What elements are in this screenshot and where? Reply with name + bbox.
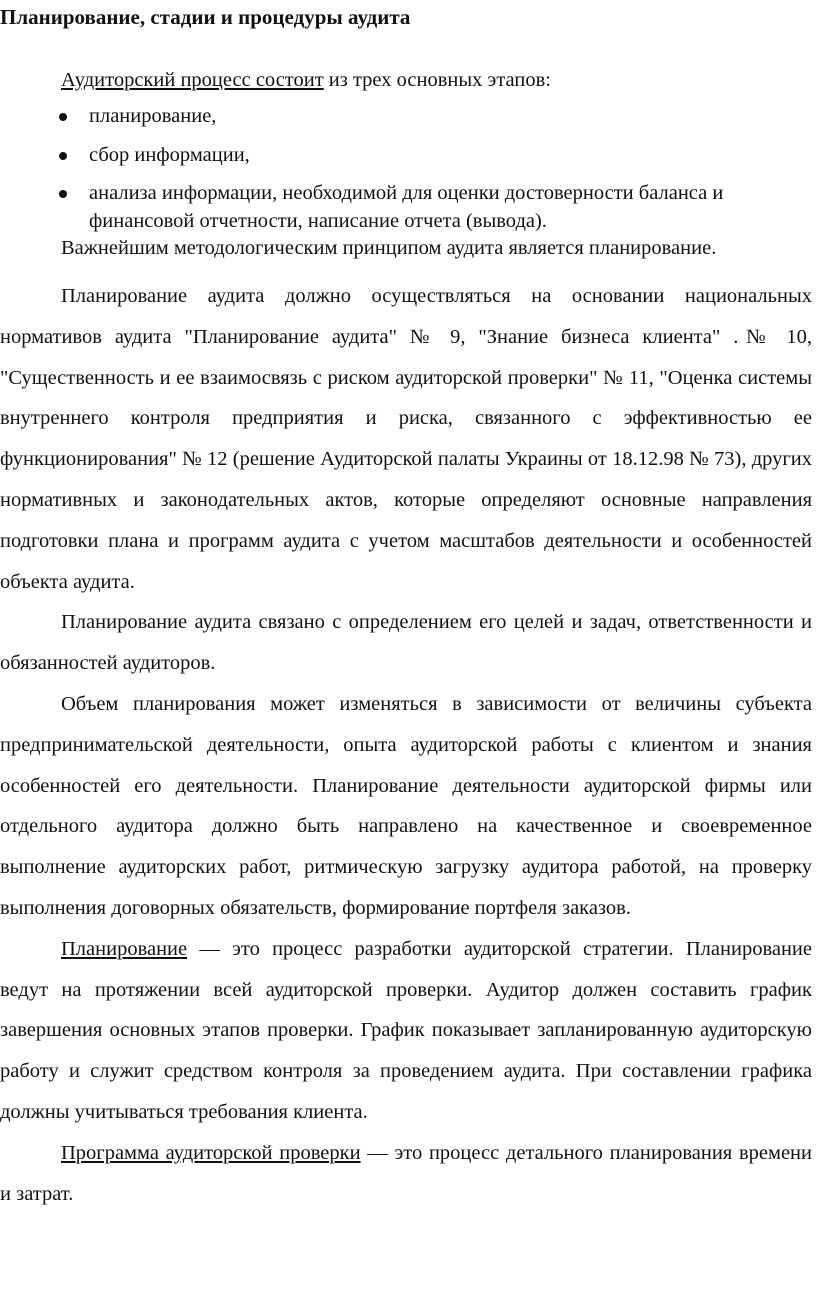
paragraph-text: — это процесс разработки аудиторской стратегии. Планирование ведут на протяжении всей аудиторской проверки. Аудитор должен составить график завершения основных этапов проверки. График показывает запланированную аудиторскую работу и служит средством контроля за проведением аудита. При составлении графика должны учитываться требования клиента. [0,937,812,1123]
list-item [0,102,816,130]
bullet-icon [59,190,67,198]
term-audit-program: Программа аудиторской проверки [61,1141,361,1164]
bullet-icon [59,152,67,160]
document-body [0,276,812,1214]
bullet-icon [59,113,67,121]
paragraph: Планирование аудита должно осуществляться на основании национальных нормативов аудита "Планирование аудита" № 9, "Знание бизнеса клиента" .№ 10, "Существенность и ее взаимосвязь с риском аудиторской проверки" № 11, "Оценка системы внутреннего контроля предприятия и риска, связанного с эффективностью ее функционирования" № 12 (решение Аудиторской палаты Украины от 18.12.98 № 73), других нормативных и законодательных актов, которые определяют основные направления подготовки плана и программ аудита с учетом масштабов деятельности и особенностей объекта аудита. [0,285,812,593]
paragraph: Объем планирования может изменяться в зависимости от величины субъекта предпринимательской деятельности, опыта аудиторской работы с клиентом и знания особенностей его деятельности. Планирование деятельности аудиторской фирмы или отдельного аудитора должно быть направлено на качественное и своевременное выполнение аудиторских работ, ритмическую загрузку аудитора работой, на проверку выполнения договорных обязательств, формирование портфеля заказов. [0,692,812,919]
list-item-text: сбор информации, [89,144,250,166]
paragraph: Планирование аудита связано с определением его целей и задач, ответственности и обязанностей аудиторов. [0,611,812,675]
intro-sentence [61,66,551,94]
intro-underlined-phrase: Аудиторский процесс состоит [61,69,324,91]
intro-rest: из трех основных этапов: [323,69,551,91]
principle-sentence: Важнейшим методологическим принципом аудита является планирование. [61,237,717,259]
list-item [0,179,816,235]
list-item-text: планирование, [89,105,217,127]
document-title: Планирование, стадии и процедуры аудита [0,5,411,29]
paragraph-text: — это процесс детального планирования времени и затрат. [0,1141,812,1205]
list-item [0,141,816,169]
term-planning: Планирование [61,937,188,960]
paragraph [0,929,812,1133]
list-item-text: анализа информации, необходимой для оценки достоверности баланса и финансовой отчетности, написание отчета (вывода). [89,182,724,232]
paragraph [0,1133,812,1215]
